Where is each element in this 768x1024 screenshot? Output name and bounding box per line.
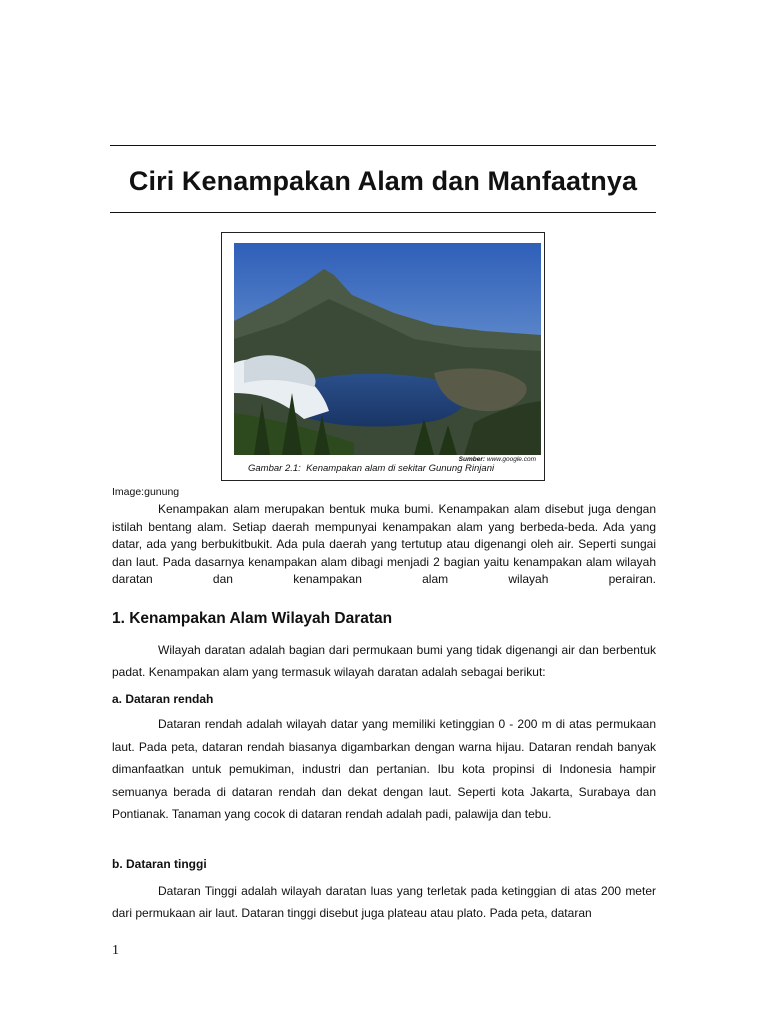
figure-source: Sumber: www.google.com	[458, 456, 536, 463]
subsection-heading-a: a. Dataran rendah	[112, 692, 214, 706]
subsection-paragraph-b: Dataran Tinggi adalah wilayah daratan luas yang terletak pada ketinggian di atas 200 meter dari permukaan air laut. Dataran tinggi disebut juga plateau atau plato. Pada peta, dataran	[112, 884, 656, 920]
page-number: 1	[112, 943, 119, 958]
section-paragraph: Wilayah daratan adalah bagian dari permukaan bumi yang tidak digenangi air dan berbentuk padat. Kenampakan alam yang termasuk wilayah daratan adalah sebagai berikut:	[112, 643, 656, 679]
subsection-heading-b: b. Dataran tinggi	[112, 857, 207, 871]
title-rule-top	[110, 145, 656, 146]
intro-paragraph: Kenampakan alam merupakan bentuk muka bumi. Kenampakan alam disebut juga dengan istilah bentang alam. Setiap daerah mempunyai kenampakan alam yang berbeda-beda. Ada yang datar, ada yang berbukitbukit. Ada pula daerah yang tertutup atau digenangi oleh air. Seperti sungai dan laut. Pada dasarnya kenampakan alam dibagi menjadi 2 bagian yaitu kenampakan alam wilayah daratan dan kenampakan alam wilayah perairan.	[112, 502, 656, 586]
section-heading: 1. Kenampakan Alam Wilayah Daratan	[112, 610, 393, 627]
figure-caption: Gambar 2.1: Kenampakan alam di sekitar Gunung Rinjani	[248, 463, 495, 474]
mountain-photo	[234, 243, 541, 455]
page-title: Ciri Kenampakan Alam dan Manfaatnya	[128, 166, 638, 196]
image-tag: Image:gunung	[112, 486, 180, 498]
subsection-paragraph-a: Dataran rendah adalah wilayah datar yang memiliki ketinggian 0 - 200 m di atas permukaan laut. Pada peta, dataran rendah biasanya digambarkan dengan warna hijau. Dataran rendah banyak dimanfaatkan untuk pemukiman, industri dan pertanian. Ibu kota propinsi di Indonesia hampir semuanya berada di dataran rendah dan dekat dengan laut. Seperti kota Jakarta, Surabaya dan Pontianak. Tanaman yang cocok di dataran rendah adalah padi, palawija dan tebu.	[112, 717, 656, 821]
title-rule-bottom	[110, 212, 656, 213]
figure-frame	[221, 232, 545, 481]
